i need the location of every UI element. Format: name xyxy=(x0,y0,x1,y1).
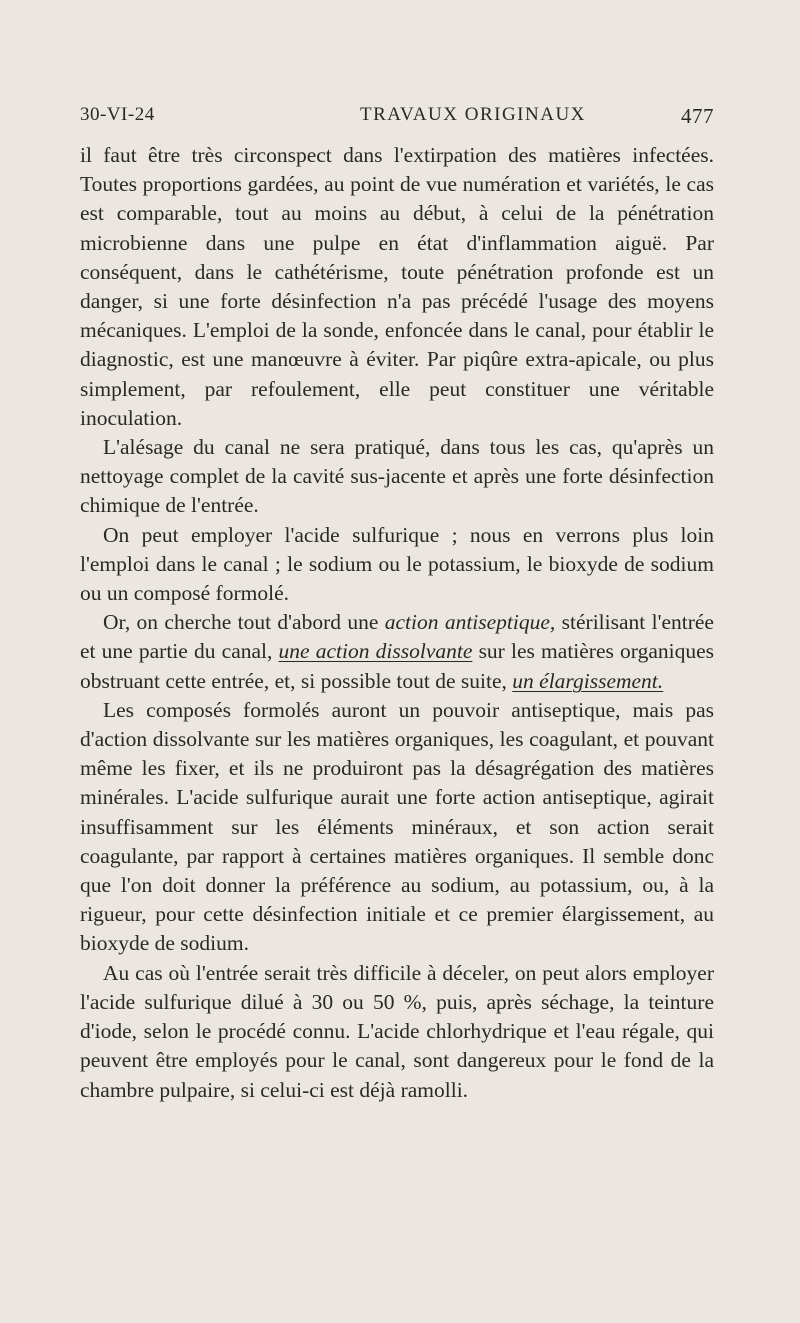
paragraph-4-text-2: stérilisant l'entrée et une partie du canal, xyxy=(80,610,714,664)
paragraph-4-text-3: sur les matières organiques obstruant cette entrée, et, si possible tout de suite, xyxy=(80,639,714,693)
page-number: 477 xyxy=(681,104,714,128)
paragraph-5: Les composés formolés auront un pouvoir antiseptique, mais pas d'action dissolvante sur les matières organiques, les coagulant, et pouvant même les fixer, et ils ne produiront pas la désagrégation des matières minérales. L'acide sulfurique aurait une forte action antiseptique, agirait insuffisamment sur les éléments minéraux, et son action serait coagulante, par rapport à certaines matières organiques. Il semble donc que l'on doit donner la préférence au sodium, au potassium, ou, à la rigueur, pour cette désinfection initiale et ce premier élargissement, au bioxyde de sodium. xyxy=(80,697,714,956)
emphasis-widening: un élargissement. xyxy=(512,668,664,693)
emphasis-dissolving: une action dissolvante xyxy=(278,639,473,664)
paragraph-4 xyxy=(80,608,714,696)
paragraph-3: On peut employer l'acide sulfurique ; nous en verrons plus loin l'emploi dans le canal ; le sodium ou le potassium, le bioxyde de sodium ou un composé formolé. xyxy=(80,522,714,606)
running-header xyxy=(80,104,714,132)
paragraph-4-text-1: Or, on cherche tout d'abord une xyxy=(103,610,385,635)
body-text xyxy=(80,141,714,1105)
paragraph-6: Au cas où l'entrée serait très difficile à déceler, on peut alors employer l'acide sulfurique dilué à 30 ou 50 %, puis, après séchage, la teinture d'iode, selon le procédé connu. L'acide chlorhydrique et l'eau régale, qui peuvent être employés pour le canal, sont dangereux pour le fond de la chambre pulpaire, si celui-ci est déjà ramolli. xyxy=(80,960,714,1102)
paragraph-2: L'alésage du canal ne sera pratiqué, dans tous les cas, qu'après un nettoyage complet de la cavité sus-jacente et après une forte désinfection chimique de l'entrée. xyxy=(80,435,714,518)
paragraph-1: il faut être très circonspect dans l'extirpation des matières infectées. Toutes proportions gardées, au point de vue numération et variétés, le cas est comparable, tout au moins au début, à celui de la pénétration microbienne dans une pulpe en état d'inflammation aiguë. Par conséquent, dans le cathétérisme, toute pénétration profonde est un danger, si une forte désinfection n'a pas précédé l'usage des moyens mécaniques. L'emploi de la sonde, enfoncée dans le canal, pour établir le diagnostic, est une manœuvre à éviter. Par piqûre extra-apicale, ou plus simplement, par refoulement, elle peut constituer une véritable inoculation. xyxy=(80,143,714,430)
header-date: 30-VI-24 xyxy=(80,104,155,125)
header-title: TRAVAUX ORIGINAUX xyxy=(360,104,586,125)
emphasis-antiseptic: action antiseptique, xyxy=(384,610,556,635)
